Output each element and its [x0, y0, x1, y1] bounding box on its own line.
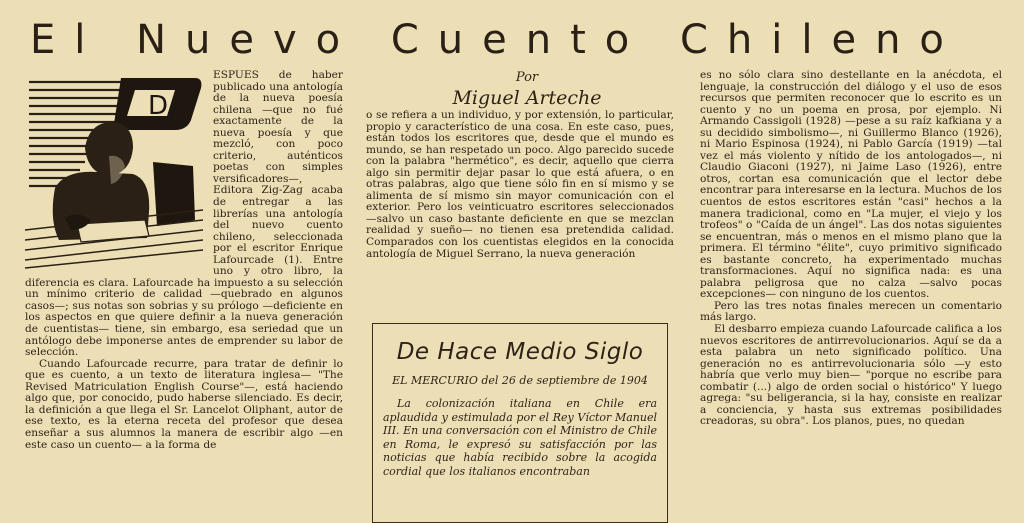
paragraph-hermetico: o se refiera a un individuo, y por extensión, lo particular, propio y característico de una cosa. En este caso, pues, están todos los escritores que, desde que el mundo es mundo, se han respetado un poco. Algo parecido sucede con la palabra "hermético", es decir, aquello que cierra algo sin permitir dejar pasar lo que está afuera, o en otras palabras, algo que tiene sólo fin en sí mismo y se alimenta de sí mismo sin mayor comunicación con el exterior. Pero los veinticuatro escritores seleccionados —salvo un caso bastante deficiente en que se mezclan realidad y sueño— no tienen esa pretendida calidad. Comparados con los cuentistas elegidos en la conocida antología de Miguel Serrano, la nueva generación	[366, 109, 674, 260]
byline-prefix: Por	[515, 70, 539, 85]
paragraph-notes-finales: Pero las tres notas finales merecen un comentario más largo.	[700, 299, 1002, 324]
box-body: La colonización italiana en Chile era aplaudida y estimulada por el Rey Víctor Manuel III. En una conversación con el Ministro de Chile en Roma, le expresó su satisfacción por las noticias que había recibido sobre la acogida cordial que los italianos encontraban	[383, 397, 657, 478]
middle-column	[366, 70, 674, 260]
paragraph-definition: Cuando Lafourcade recurre, para tratar de definir lo que es cuento, a un texto de literatura inglesa— "The Revised Matriculation English Course"—, está haciendo algo que, por conocido, pudo haberse silenciado. Es decir, la definición a que llega el Sr. Lancelot Oliphant, autor de ese texto, es la eterna receta del profesor que desea enseñar a sus alumnos la manera de escribir algo —en este caso un cuento— a la forma de	[25, 357, 343, 451]
illustration-writer-at-desk	[25, 70, 203, 270]
author-name: Miguel Arteche	[452, 87, 602, 109]
paragraph-desbarro: El desbarro empieza cuando Lafourcade califica a los nuevos escritores de antirrevolucionarios. Aquí se da a esta palabra un neto significado político. Una generación no es antirrevolucionaria sólo —y esto habría que verlo muy bien— "porque no escribe para combatir (...) algo de orden social o histórico" Y luego agrega: "su beligerancia, si la hay, consiste en realizar a conciencia, y hasta sus extremas posibilidades creadoras, su obra". Los planos, pues, no quedan	[700, 323, 1002, 428]
page-title: El Nuevo Cuento Chileno	[30, 17, 963, 63]
left-column	[25, 70, 343, 451]
illustration-letter: D	[148, 91, 169, 121]
box-heading: De Hace Medio Siglo	[396, 339, 644, 365]
paragraph-authors-list: es no sólo clara sino destellante en la anécdota, el lenguaje, la construcción del diálogo y el uso de esos recursos que permiten reconocer que lo escrito es un cuento y no un poema en prosa, por ejemplo. Ni Armando Cassigoli (1928) —pese a su raíz kafkiana y a su decidido simbolismo—, ni Guillermo Blanco (1926), ni Mario Espinosa (1924), ni Pablo García (1919) —tal vez el más violento y nítido de los antologados—, ni Claudio Giaconi (1927), ni Jaime Laso (1926), entre otros, cortan esa comunicación que el lector debe encontrar para interesarse en la lectura. Muchos de los cuentos de estos escritores están "casi" hechos a la manera tradicional, como en "La mujer, el viejo y los trofeos" o "Caída de un ángel". Las dos notas siguientes se encuentran, más o menos en el mismo plano que la primera. El término "élite", cuyo primitivo significado es bastante concreto, ha experimentado muchas transformaciones. Aquí no significa nada: es una palabra peligrosa que no calza —salvo pocas excepciones— con ninguno de los cuentos.	[700, 69, 1002, 301]
right-column	[700, 70, 1002, 428]
box-subheading: EL MERCURIO del 26 de septiembre de 1904	[392, 374, 648, 387]
sidebar-box-hace-medio-siglo	[372, 323, 668, 523]
intro-paragraph: ESPUES de haber publicado una antología de la nueva poesía chilena —que no fué exactamente de la nueva poesía y que mezcló, con poco criterio, auténticos poetas con simples versificadores—, Editora Zig-Zag acaba de entregar a las librerías una antología del nuevo cuento chileno, seleccionada por el escritor Enrique Lafourcade (1). Entre uno y otro libro, la diferencia es clara. Lafourcade ha impuesto a su selección un mínimo criterio de calidad —quebrado en algunos casos—; sus notas son sobrias y su prólogo —deficiente en los aspectos en que quiere definir a la nueva generación de cuentistas— tiene, sin embargo, esa seriedad que un antólogo debe imponerse antes de emprender su labor de selección.	[25, 69, 343, 359]
